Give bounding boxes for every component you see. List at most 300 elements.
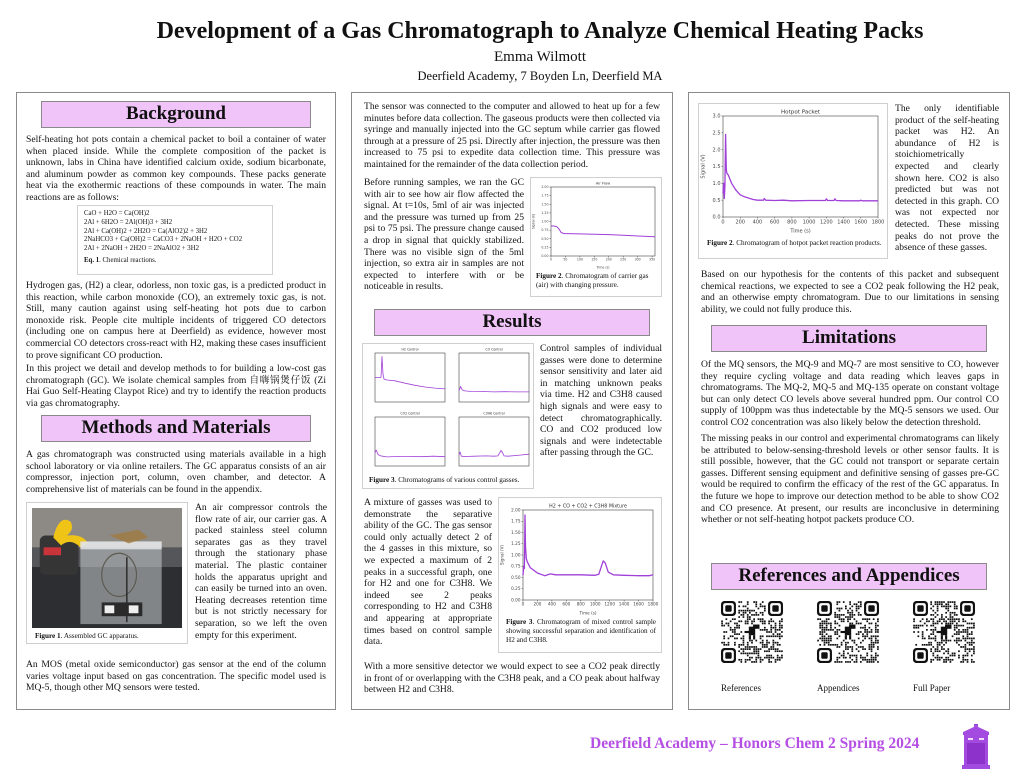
qr-module <box>860 627 862 629</box>
qr-module <box>958 618 960 620</box>
qr-module <box>760 612 762 614</box>
deerfield-door-logo-icon <box>961 724 991 769</box>
data-point <box>836 200 837 201</box>
qr-module <box>864 627 866 629</box>
qr-module <box>768 620 770 622</box>
data-point <box>613 575 614 576</box>
qr-module <box>862 657 864 659</box>
qr-module <box>753 648 755 650</box>
data-point <box>551 226 552 227</box>
qr-module <box>956 638 958 640</box>
qr-module <box>945 605 947 607</box>
qr-module <box>967 627 969 629</box>
qr-module <box>856 633 858 635</box>
qr-module <box>781 620 783 622</box>
figure-2-hotpot <box>698 103 888 259</box>
qr-module <box>971 631 973 633</box>
qr-module <box>954 625 956 627</box>
qr-module <box>734 627 736 629</box>
qr-module <box>928 642 930 644</box>
qr-module <box>866 661 868 663</box>
qr-module <box>967 633 969 635</box>
qr-module <box>871 657 873 659</box>
qr-module <box>836 661 838 663</box>
qr-module <box>969 633 971 635</box>
qr-module <box>760 657 762 659</box>
chart-title: Hotpot Packet <box>780 109 821 116</box>
qr-module <box>971 640 973 642</box>
qr-module <box>871 655 873 657</box>
qr-module <box>854 614 856 616</box>
qr-module <box>740 631 742 633</box>
qr-module <box>860 623 862 625</box>
qr-module <box>930 661 932 663</box>
qr-module <box>854 640 856 642</box>
qr-module <box>952 618 954 620</box>
qr-module <box>745 623 747 625</box>
apparatus-photo <box>32 508 182 628</box>
qr-module <box>962 655 964 657</box>
qr-module <box>967 661 969 663</box>
qr-module <box>839 610 841 612</box>
data-point <box>517 455 518 456</box>
qr-module <box>960 646 962 648</box>
qr-module <box>740 648 742 650</box>
y-tick-label: 0.00 <box>541 254 549 259</box>
qr-module <box>956 605 958 607</box>
qr-module <box>954 629 956 631</box>
qr-module <box>732 631 734 633</box>
qr-module <box>738 605 740 607</box>
qr-module <box>932 638 934 640</box>
qr-module <box>764 657 766 659</box>
qr-module <box>922 633 924 635</box>
qr-module <box>871 623 873 625</box>
data-point <box>725 134 726 135</box>
qr-code-references[interactable] <box>721 601 783 663</box>
qr-module <box>830 640 832 642</box>
qr-module <box>753 620 755 622</box>
author-name: Emma Wilmott <box>493 49 587 65</box>
qr-module <box>743 605 745 607</box>
qr-module <box>841 618 843 620</box>
qr-module <box>947 650 949 652</box>
qr-module <box>847 618 849 620</box>
qr-module <box>926 620 928 622</box>
qr-module <box>930 603 932 605</box>
qr-module <box>845 661 847 663</box>
qr-module <box>834 612 836 614</box>
qr-module <box>860 631 862 633</box>
qr-module <box>939 650 941 652</box>
qr-module <box>960 625 962 627</box>
qr-module <box>738 633 740 635</box>
qr-module <box>956 623 958 625</box>
qr-module <box>779 633 781 635</box>
data-point <box>405 383 406 384</box>
qr-module <box>971 644 973 646</box>
qr-module <box>939 618 941 620</box>
figure-3-mixture-caption-text: . Chromatogram of mixed control sample showing successful separation and identification of H2 and C3H8. <box>506 618 657 644</box>
qr-module <box>828 644 830 646</box>
qr-module <box>958 625 960 627</box>
qr-module <box>875 638 877 640</box>
qr-module <box>965 644 967 646</box>
qr-module <box>866 659 868 661</box>
qr-module <box>836 601 838 603</box>
qr-module <box>777 629 779 631</box>
qr-module <box>828 638 830 640</box>
qr-module <box>851 650 853 652</box>
qr-module <box>958 631 960 633</box>
qr-module <box>930 633 932 635</box>
data-point <box>523 575 524 576</box>
qr-module <box>749 657 751 659</box>
data-point <box>504 456 505 457</box>
qr-module <box>930 629 932 631</box>
qr-module <box>732 635 734 637</box>
qr-module <box>725 644 727 646</box>
plot-frame <box>459 417 529 466</box>
qr-module <box>743 616 745 618</box>
x-tick-label: 200 <box>605 257 612 262</box>
qr-module <box>873 659 875 661</box>
qr-module <box>869 644 871 646</box>
qr-module <box>858 623 860 625</box>
figure-1-caption <box>35 632 139 641</box>
qr-module <box>973 623 975 625</box>
qr-module <box>950 623 952 625</box>
qr-module <box>958 657 960 659</box>
dino-leg <box>749 635 751 639</box>
data-point <box>757 200 758 201</box>
qr-module <box>753 614 755 616</box>
x-tick-label: 150 <box>591 257 598 262</box>
qr-module <box>770 627 772 629</box>
qr-module <box>950 614 952 616</box>
qr-module <box>952 659 954 661</box>
qr-module <box>954 605 956 607</box>
qr-module <box>736 625 738 627</box>
qr-module <box>856 661 858 663</box>
qr-module <box>847 661 849 663</box>
qr-module <box>745 646 747 648</box>
data-point <box>384 379 385 380</box>
qr-module <box>828 623 830 625</box>
qr-module <box>969 642 971 644</box>
qr-module <box>924 638 926 640</box>
qr-module <box>732 618 734 620</box>
data-point <box>860 201 861 202</box>
section-header-references: References and Appendices <box>711 563 987 590</box>
qr-module <box>821 640 823 642</box>
qr-module <box>760 620 762 622</box>
qr-module <box>845 644 847 646</box>
figure-hotpot-caption-text: . Chromatogram of hotpot packet reaction products. <box>732 239 882 247</box>
qr-module <box>753 646 755 648</box>
qr-module <box>836 629 838 631</box>
qr-module <box>762 644 764 646</box>
data-point <box>749 198 750 199</box>
qr-module <box>856 655 858 657</box>
qr-module <box>937 657 939 659</box>
qr-module <box>736 623 738 625</box>
data-point <box>555 575 556 576</box>
qr-module <box>851 612 853 614</box>
qr-module <box>740 614 742 616</box>
qr-module <box>956 618 958 620</box>
qr-module <box>736 638 738 640</box>
qr-module <box>766 644 768 646</box>
qr-module <box>950 655 952 657</box>
qr-module <box>930 618 932 620</box>
qr-module <box>866 618 868 620</box>
qr-module <box>738 650 740 652</box>
qr-module <box>836 608 838 610</box>
x-tick-label: 300 <box>634 257 641 262</box>
qr-module <box>843 657 845 659</box>
qr-module <box>943 618 945 620</box>
qr-module <box>965 646 967 648</box>
equation-caption <box>84 257 266 266</box>
series-line <box>459 451 529 457</box>
qr-module <box>817 640 819 642</box>
qr-module <box>751 610 753 612</box>
y-tick-label: 1.0 <box>712 181 721 187</box>
qr-module <box>920 625 922 627</box>
data-point <box>637 236 638 237</box>
qr-module <box>965 650 967 652</box>
qr-module <box>856 608 858 610</box>
data-point <box>529 392 530 393</box>
qr-module <box>858 605 860 607</box>
qr-module <box>760 629 762 631</box>
qr-module <box>932 629 934 631</box>
data-point <box>498 456 499 457</box>
qr-module <box>736 627 738 629</box>
qr-module <box>777 644 779 646</box>
data-point <box>764 198 765 199</box>
data-point <box>550 574 551 575</box>
qr-module <box>932 653 934 655</box>
qr-module <box>941 648 943 650</box>
qr-module <box>956 625 958 627</box>
x-tick-label: 1400 <box>618 601 630 607</box>
data-point <box>507 456 508 457</box>
qr-module <box>781 650 783 652</box>
qr-module <box>862 640 864 642</box>
dino-tail <box>745 631 751 633</box>
qr-module <box>849 623 851 625</box>
qr-module <box>941 618 943 620</box>
qr-module <box>828 642 830 644</box>
qr-module <box>924 623 926 625</box>
qr-module <box>858 608 860 610</box>
qr-module <box>958 640 960 642</box>
qr-module <box>935 623 937 625</box>
qr-module <box>965 638 967 640</box>
qr-code-appendices[interactable] <box>817 601 879 663</box>
qr-module <box>749 653 751 655</box>
qr-module <box>960 640 962 642</box>
qr-module <box>751 661 753 663</box>
qr-module <box>945 650 947 652</box>
qr-module <box>954 601 956 603</box>
qr-module <box>939 620 941 622</box>
data-point <box>459 390 460 391</box>
qr-module <box>851 655 853 657</box>
qr-module <box>956 633 958 635</box>
y-tick-label: 2.00 <box>511 507 521 513</box>
qr-module <box>747 610 749 612</box>
qr-module <box>932 610 934 612</box>
qr-module <box>866 635 868 637</box>
qr-module <box>935 635 937 637</box>
x-tick-label: 1600 <box>854 219 868 226</box>
qr-module <box>755 605 757 607</box>
qr-module <box>839 646 841 648</box>
qr-module <box>828 618 830 620</box>
qr-module <box>725 631 727 633</box>
qr-module <box>775 631 777 633</box>
qr-module <box>751 642 753 644</box>
qr-module <box>950 616 952 618</box>
figure-2-air-flow <box>530 177 662 297</box>
qr-module <box>777 648 779 650</box>
qr-module <box>973 650 975 652</box>
equation: 2Al + 6H2O = 2Al(OH)3 + 3H2 <box>84 218 173 226</box>
qr-module <box>935 603 937 605</box>
qr-module <box>854 642 856 644</box>
qr-module <box>738 659 740 661</box>
qr-finder <box>868 605 874 611</box>
qr-module <box>956 642 958 644</box>
chart-title: CO Control <box>485 347 503 352</box>
qr-module <box>926 625 928 627</box>
qr-module <box>875 623 877 625</box>
qr-module <box>819 623 821 625</box>
qr-module <box>851 648 853 650</box>
qr-module <box>766 646 768 648</box>
data-point <box>537 573 538 574</box>
data-point <box>517 392 518 393</box>
section-header-methods: Methods and Materials <box>41 415 311 442</box>
qr-module <box>740 610 742 612</box>
y-tick-label: 0.25 <box>511 586 521 592</box>
data-point <box>561 232 562 233</box>
qr-module <box>950 612 952 614</box>
y-tick-label: 0.75 <box>541 228 549 233</box>
chart-title: H2 + CO + CO2 + C3H8 Mixture <box>549 504 627 510</box>
qr-module <box>826 618 828 620</box>
data-point <box>765 200 766 201</box>
qr-module <box>877 648 879 650</box>
qr-module <box>751 623 753 625</box>
qr-module <box>836 614 838 616</box>
qr-module <box>937 623 939 625</box>
qr-module <box>839 635 841 637</box>
qr-module <box>728 638 730 640</box>
section-header-background: Background <box>41 101 311 128</box>
qr-module <box>962 631 964 633</box>
qr-module <box>830 638 832 640</box>
data-point <box>601 567 602 568</box>
qr-module <box>841 614 843 616</box>
qr-module <box>828 635 830 637</box>
qr-module <box>913 618 915 620</box>
qr-code-full-paper[interactable] <box>913 601 975 663</box>
plot-frame <box>459 353 529 402</box>
qr-module <box>764 608 766 610</box>
qr-module <box>866 633 868 635</box>
qr-module <box>843 640 845 642</box>
qr-module <box>932 655 934 657</box>
qr-module <box>821 638 823 640</box>
qr-module <box>755 601 757 603</box>
qr-module <box>775 625 777 627</box>
qr-module <box>738 616 740 618</box>
data-point <box>564 233 565 234</box>
plot-frame <box>375 417 445 466</box>
qr-module <box>932 633 934 635</box>
qr-module <box>847 612 849 614</box>
qr-module <box>849 608 851 610</box>
y-tick-label: 2.00 <box>541 185 549 190</box>
qr-module <box>945 640 947 642</box>
qr-module <box>864 638 866 640</box>
qr-module <box>762 612 764 614</box>
poster-title: Development of a Gas Chromatograph to Analyze Chemical Heating Packs <box>156 18 924 44</box>
x-tick-label: 1000 <box>589 601 601 607</box>
data-point <box>459 454 460 455</box>
qr-module <box>965 659 967 661</box>
qr-finder <box>917 605 923 611</box>
x-tick-label: 0 <box>721 219 725 226</box>
x-tick-label: 350 <box>649 257 656 262</box>
qr-module <box>826 640 828 642</box>
qr-module <box>749 648 751 650</box>
qr-module <box>967 623 969 625</box>
qr-module <box>845 616 847 618</box>
qr-module <box>834 633 836 635</box>
qr-module <box>723 625 725 627</box>
qr-module <box>839 616 841 618</box>
data-point <box>580 234 581 235</box>
qr-module <box>962 657 964 659</box>
data-point <box>744 197 745 198</box>
qr-module <box>932 659 934 661</box>
figure-2-caption <box>536 272 658 290</box>
data-point <box>381 377 382 378</box>
qr-module <box>849 657 851 659</box>
qr-module <box>743 614 745 616</box>
qr-module <box>824 623 826 625</box>
qr-module <box>930 644 932 646</box>
qr-module <box>826 642 828 644</box>
qr-module <box>839 614 841 616</box>
qr-module <box>743 650 745 652</box>
qr-module <box>954 620 956 622</box>
qr-module <box>915 644 917 646</box>
qr-module <box>873 657 875 659</box>
equation: CaO + H2O = Ca(OH)2 <box>84 210 150 217</box>
qr-module <box>926 618 928 620</box>
dino-tail <box>841 631 847 633</box>
qr-module <box>751 653 753 655</box>
qr-module <box>768 642 770 644</box>
qr-module <box>922 625 924 627</box>
qr-module <box>847 648 849 650</box>
